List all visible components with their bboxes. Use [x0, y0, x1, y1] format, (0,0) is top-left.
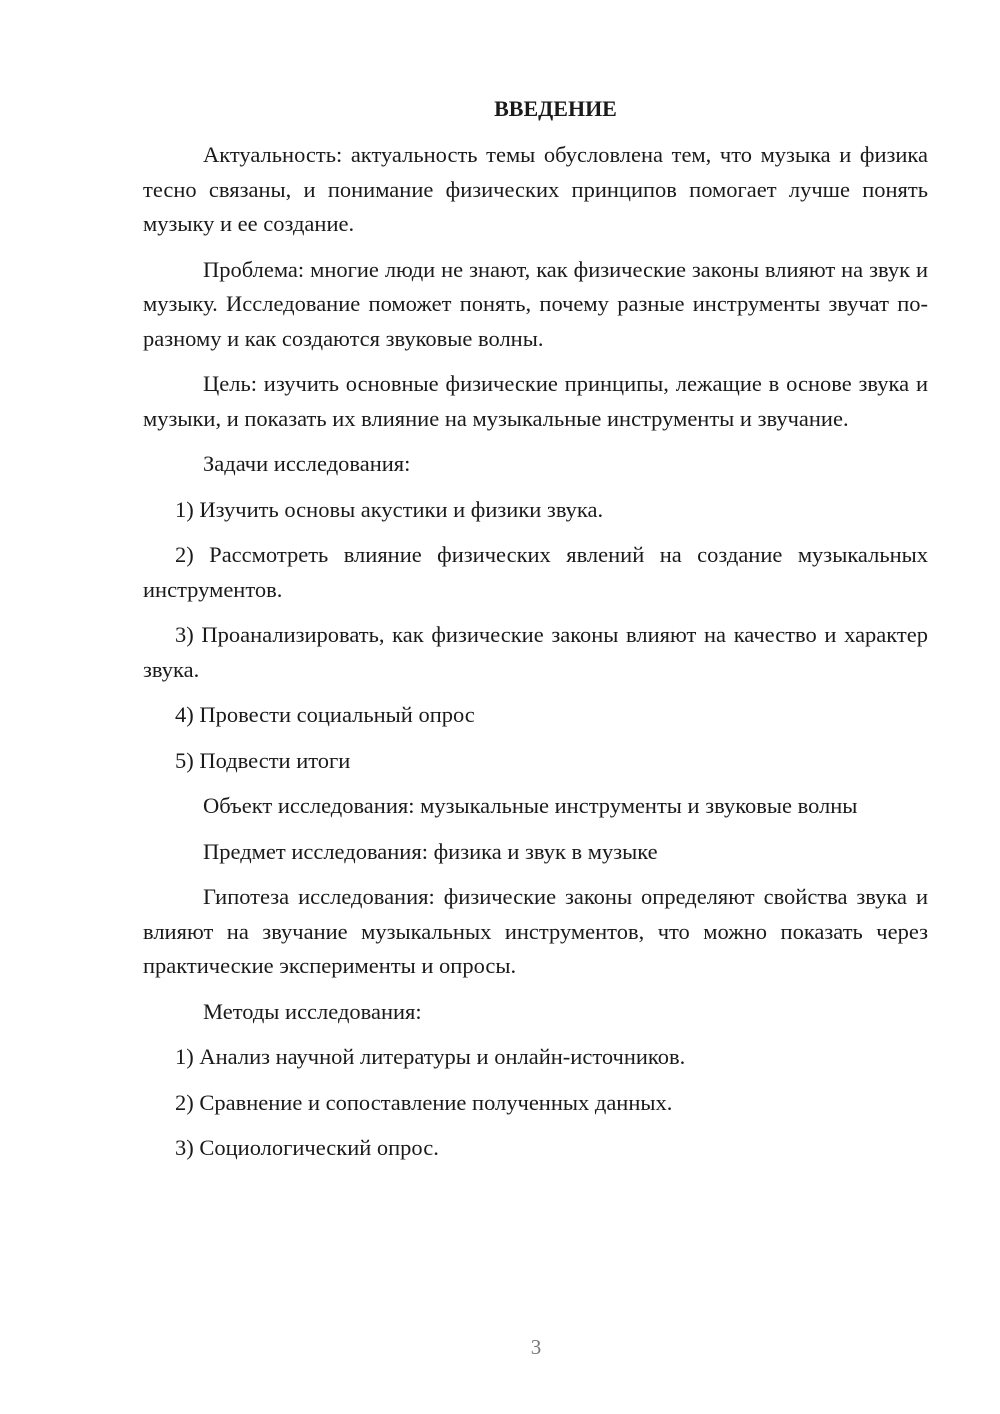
task-item: 1) Изучить основы акустики и физики звука. — [175, 496, 604, 522]
object-paragraph: Объект исследования: музыкальные инструменты и звуковые волны — [203, 793, 858, 818]
method-item: 1) Анализ научной литературы и онлайн-источников. — [175, 1044, 686, 1069]
section-title: ВВЕДЕНИЕ — [494, 96, 617, 121]
tasks-heading: Задачи исследования: — [203, 451, 411, 476]
task-item: 2) Рассмотреть влияние физических явлений на создание музыкальных инструментов. — [143, 542, 928, 602]
goal-paragraph: Цель: изучить основные физические принципы, лежащие в основе звука и музыки, и показать их влияние на музыкальные инструменты и звучание. — [143, 371, 928, 431]
method-item: 3) Социологический опрос. — [175, 1135, 439, 1160]
page-number: 3 — [530, 1335, 542, 1359]
task-item: 4) Провести социальный опрос — [175, 702, 475, 727]
hypothesis-paragraph: Гипотеза исследования: физические законы определяют свойства звука и влияют на звучание музыкальных инструментов, что можно показать через практические эксперименты и опросы. — [143, 884, 928, 978]
problem-paragraph: Проблема: многие люди не знают, как физические законы влияют на звук и музыку. Исследование поможет понять, почему разные инструменты звучат по-разному и как создаются звуковые волны. — [143, 256, 928, 351]
task-item: 5) Подвести итоги — [175, 747, 351, 773]
methods-heading: Методы исследования: — [203, 998, 422, 1024]
page-content — [143, 92, 928, 1177]
task-item: 3) Проанализировать, как физические законы влияют на качество и характер звука. — [143, 622, 928, 682]
relevance-paragraph: Актуальность: актуальность темы обусловлена тем, что музыка и физика тесно связаны, и понимание физических принципов помогает лучше понять музыку и ее создание. — [143, 142, 928, 236]
method-item: 2) Сравнение и сопоставление полученных данных. — [175, 1089, 673, 1115]
subject-paragraph: Предмет исследования: физика и звук в музыке — [203, 838, 658, 864]
